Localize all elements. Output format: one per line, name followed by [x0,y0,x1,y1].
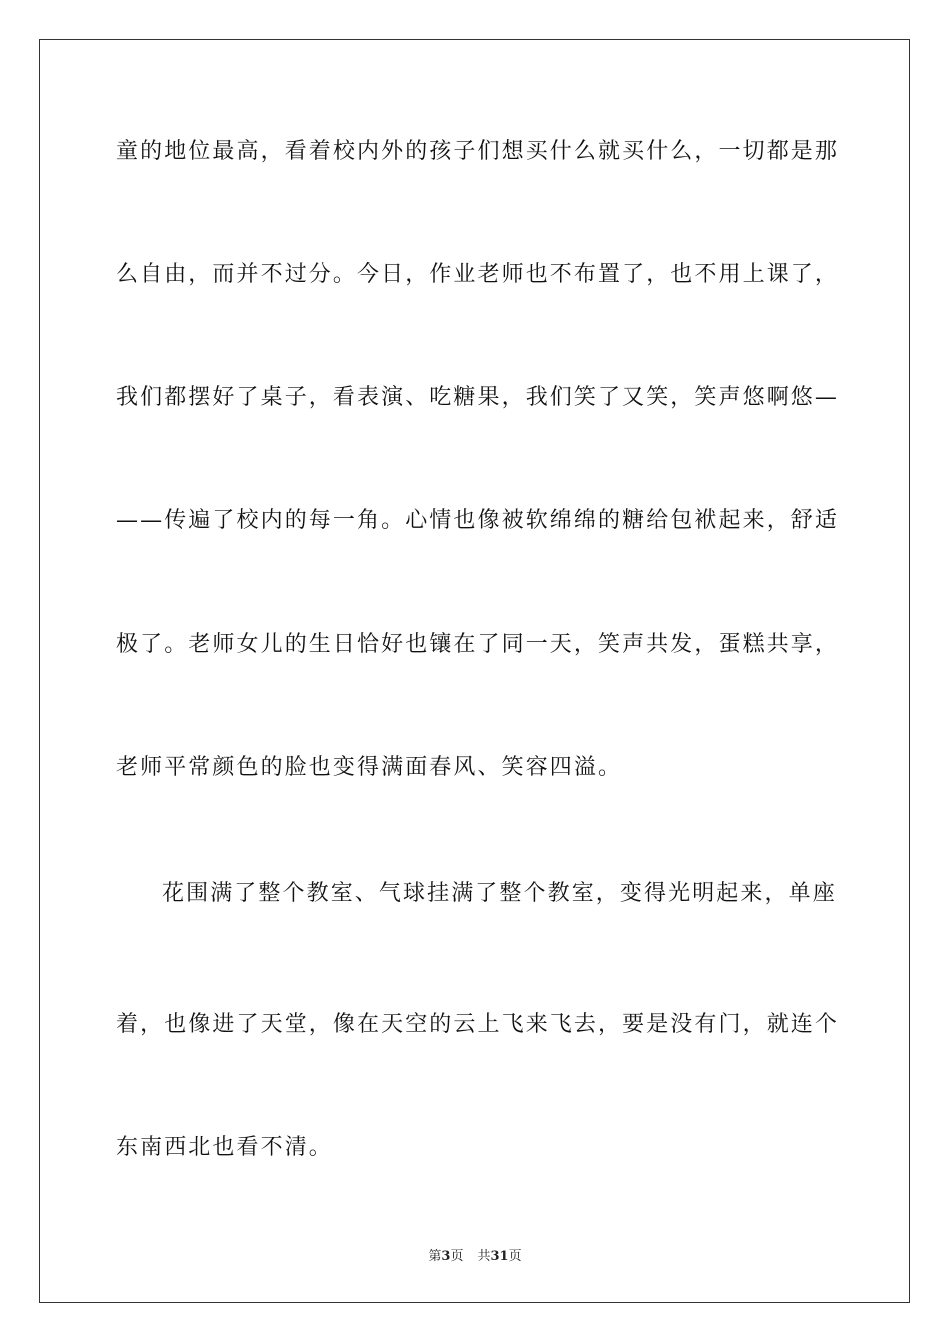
text-line: 极了。老师女儿的生日恰好也镶在了同一天，笑声共发，蛋糕共享， [116,632,840,657]
text-line: 我们都摆好了桌子，看表演、吃糖果，我们笑了又笑，笑声悠啊悠— [116,385,840,410]
page-suffix: 页 [450,1249,464,1264]
page-footer [0,1248,950,1266]
total-prefix: 共 [477,1249,491,1264]
text-line: 着，也像进了天堂，像在天空的云上飞来飞去，要是没有门，就连个 [116,1012,840,1037]
total-suffix: 页 [508,1249,522,1264]
text-line: 东南西北也看不清。 [116,1135,333,1160]
text-line: 么自由，而并不过分。今日，作业老师也不布置了，也不用上课了， [116,262,840,287]
page-border [39,39,910,1303]
page-prefix: 第 [428,1249,442,1264]
total-pages: 31 [490,1249,509,1264]
text-line: 童的地位最高，看着校内外的孩子们想买什么就买什么，一切都是那 [116,139,840,164]
page-number: 3 [441,1249,451,1264]
text-line: 老师平常颜色的脸也变得满面春风、笑容四溢。 [116,755,623,780]
text-line: ——传遍了校内的每一角。心情也像被软绵绵的糖给包袱起来，舒适 [116,508,840,533]
text-line: 花围满了整个教室、气球挂满了整个教室，变得光明起来，单座 [162,881,837,906]
